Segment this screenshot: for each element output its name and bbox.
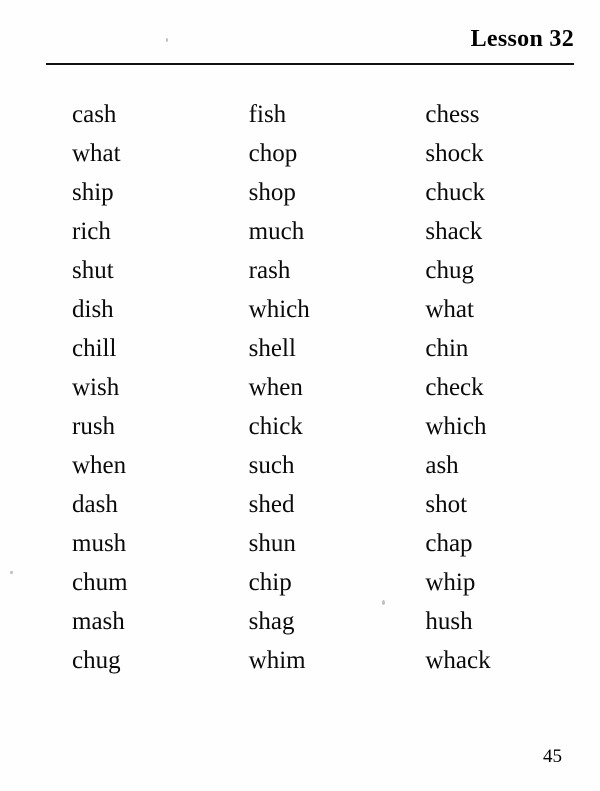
word-item: which xyxy=(248,296,310,323)
word-item: chin xyxy=(425,335,469,362)
word-item: shock xyxy=(425,140,484,167)
word-item: mush xyxy=(72,530,127,557)
word-item: whim xyxy=(248,647,306,674)
word-item: mash xyxy=(72,608,125,635)
word-item: what xyxy=(425,296,474,323)
word-item: rush xyxy=(72,413,116,440)
print-speck xyxy=(166,38,168,42)
word-item: chop xyxy=(248,140,298,167)
word-item: chap xyxy=(425,530,473,557)
page-number: 45 xyxy=(543,746,562,767)
word-item: dash xyxy=(72,491,118,518)
word-item: chum xyxy=(72,569,128,596)
word-item: shun xyxy=(248,530,296,557)
word-item: chuck xyxy=(425,179,486,206)
word-item: fish xyxy=(248,101,287,128)
word-item: shack xyxy=(425,218,483,245)
word-item: ship xyxy=(72,179,114,206)
print-speck xyxy=(10,571,13,574)
word-item: chip xyxy=(248,569,292,596)
word-item: what xyxy=(72,140,121,167)
word-item: shed xyxy=(248,491,295,518)
word-item: dish xyxy=(72,296,114,323)
word-item: which xyxy=(425,413,487,440)
word-item: chug xyxy=(425,257,474,284)
lesson-title: Lesson 32 xyxy=(470,26,574,52)
word-item: such xyxy=(248,452,295,479)
word-item: cash xyxy=(72,101,117,128)
word-item: check xyxy=(425,374,484,401)
word-item: much xyxy=(248,218,305,245)
word-item: chug xyxy=(72,647,121,674)
word-item: hush xyxy=(425,608,473,635)
word-item: shag xyxy=(248,608,295,635)
word-item: whip xyxy=(425,569,476,596)
word-item: shop xyxy=(248,179,296,206)
word-item: chick xyxy=(248,413,303,440)
header-divider xyxy=(46,63,574,65)
word-item: when xyxy=(72,452,127,479)
word-item: chill xyxy=(72,335,117,362)
word-list-columns xyxy=(46,95,574,680)
word-item: whack xyxy=(425,647,491,674)
word-item: chess xyxy=(425,101,480,128)
word-item: rich xyxy=(72,218,111,245)
word-item: when xyxy=(248,374,303,401)
word-item: ash xyxy=(425,452,459,479)
word-column-1 xyxy=(46,95,221,680)
word-column-2 xyxy=(221,95,398,680)
word-item: shot xyxy=(425,491,468,518)
page-header xyxy=(46,26,574,66)
word-item: rash xyxy=(248,257,291,284)
word-column-3 xyxy=(397,95,574,680)
print-speck xyxy=(382,600,385,605)
word-item: shell xyxy=(248,335,296,362)
word-item: wish xyxy=(72,374,120,401)
word-item: shut xyxy=(72,257,114,284)
